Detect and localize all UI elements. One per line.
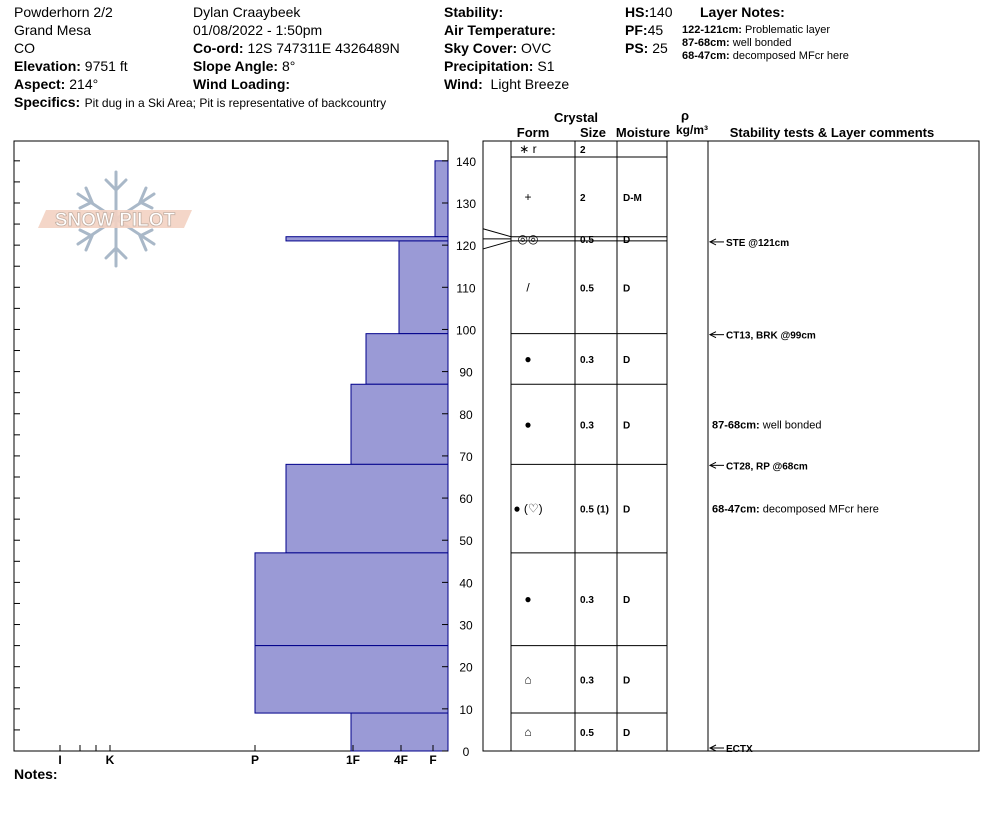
logo-text: SNOW PILOT [54, 210, 176, 231]
form-header: Form [516, 125, 550, 140]
depth-tick-label: 20 [459, 660, 473, 675]
layer-note: 122-121cm: Problematic layer [682, 24, 830, 36]
density-unit-header: kg/m³ [675, 123, 709, 137]
hardness-bar [255, 646, 448, 713]
precip-label: Precipitation: [444, 58, 534, 74]
hardness-bar [286, 464, 448, 553]
crystal-form: ● [524, 417, 532, 432]
hardness-bars [255, 161, 448, 751]
wind-loading-label: Wind Loading: [193, 76, 291, 92]
crystal-size: 0.3 [580, 595, 594, 607]
crystal-form: ∗ r [519, 142, 537, 156]
crystal-size: 0.5 [580, 728, 594, 740]
hs-label: HS: [625, 4, 650, 20]
stability-test-label: CT28, RP @68cm [726, 461, 808, 473]
moisture-value: D [623, 283, 631, 295]
hs-value: 140 [649, 4, 673, 20]
observation-datetime: 01/08/2022 - 1:50pm [193, 22, 323, 38]
depth-tick-label: 90 [459, 365, 473, 380]
crystal-size: 0.3 [580, 675, 594, 687]
depth-tick-label: 130 [455, 196, 477, 211]
depth-tick-label: 100 [455, 323, 477, 338]
crystal-size: 2 [580, 192, 586, 204]
observer-name: Dylan Craaybeek [193, 4, 301, 20]
ps-value: 25 [652, 40, 668, 56]
stability-label: Stability: [444, 4, 504, 20]
notes-label: Notes: [14, 766, 58, 782]
layer-note: 68-47cm: decomposed MFcr here [682, 50, 849, 62]
depth-tick-label: 70 [459, 449, 473, 464]
hardness-bar [366, 334, 448, 385]
depth-tick-label: 80 [459, 407, 473, 422]
stability-tests [710, 238, 879, 755]
precip-value: S1 [537, 58, 555, 74]
hardness-scale-label: I [58, 753, 62, 767]
snowpilot-logo [38, 172, 192, 266]
stability-test-label: CT13, BRK @99cm [726, 330, 816, 342]
crystal-form: + [524, 189, 532, 204]
moisture-value: D [623, 354, 631, 366]
left-ticks [14, 161, 20, 751]
moisture-value: D [623, 675, 631, 687]
crystal-size: 2 [580, 145, 586, 156]
layer-notes-title: Layer Notes: [700, 4, 785, 20]
wind-value: Light Breeze [490, 76, 570, 92]
stability-test-label: ECTX [726, 744, 753, 755]
sky-label: Sky Cover: [444, 40, 518, 56]
coord-value: 12S 747311E 4326489N [247, 40, 400, 56]
moisture-value: D-M [623, 192, 642, 204]
pf-label: PF: [625, 22, 648, 38]
specifics-value: Pit dug in a Ski Area; Pit is representative of backcountry [84, 96, 387, 110]
coord-label: Co-ord: [193, 40, 244, 56]
depth-tick-label: 0 [462, 745, 470, 759]
ps-label: PS: [625, 40, 649, 56]
hardness-scale-label: K [105, 753, 115, 767]
depth-tick-label: 30 [459, 618, 473, 633]
hardness-scale-label: F [429, 753, 437, 767]
crystal-form: ⌂ [524, 672, 532, 687]
moisture-header: Moisture [615, 125, 671, 140]
layer-comment: 87-68cm: well bonded [712, 419, 822, 432]
hardness-bar [351, 384, 448, 464]
rho-header: ρ [680, 108, 690, 123]
hardness-scale-label: 1F [345, 753, 361, 767]
depth-tick-label: 40 [459, 576, 473, 591]
elevation-label: Elevation: [14, 58, 81, 74]
sky-value: OVC [521, 40, 552, 56]
air-temp-label: Air Temperature: [444, 22, 556, 38]
wind-label: Wind: [444, 76, 483, 92]
pit-name: Powderhorn 2/2 [14, 4, 113, 20]
crystal-form: ◎◎ [517, 231, 539, 246]
hardness-bar [255, 553, 448, 646]
layer-note: 87-68cm: well bonded [682, 37, 792, 49]
crystal-size: 0.5 [580, 283, 594, 295]
depth-tick-label: 110 [456, 281, 476, 296]
layer-comment: 68-47cm: decomposed MFcr here [712, 503, 879, 516]
specifics-label: Specifics: [14, 94, 81, 110]
hardness-bar [286, 237, 448, 241]
range-name: Grand Mesa [14, 22, 92, 38]
crystal-form: ● [524, 592, 532, 607]
crystal-size: 0.3 [580, 354, 594, 366]
moisture-value: D [623, 504, 631, 516]
hardness-bar [435, 161, 448, 237]
crystal-size: 0.5 [580, 234, 594, 246]
elevation-value: 9751 ft [84, 58, 128, 74]
moisture-value: D [623, 234, 631, 246]
hardness-scale-label: 4F [393, 753, 409, 767]
crystal-size: 0.5 (1) [580, 504, 609, 516]
hardness-scale-label: P [250, 753, 260, 767]
hardness-bar [399, 241, 448, 334]
crystal-header: Crystal [553, 110, 599, 125]
slope-label: Slope Angle: [193, 58, 279, 74]
aspect-label: Aspect: [14, 76, 66, 92]
moisture-value: D [623, 728, 631, 740]
crystal-size: 0.3 [580, 420, 594, 432]
pf-value: 45 [647, 22, 664, 38]
comments-header: Stability tests & Layer comments [729, 125, 935, 140]
depth-tick-label: 50 [459, 534, 473, 549]
depth-tick-label: 10 [459, 702, 473, 717]
slope-value: 8° [281, 58, 296, 74]
depth-tick-label: 140 [455, 154, 477, 169]
crystal-form: ⌂ [524, 725, 532, 740]
moisture-value: D [623, 595, 631, 607]
state-name: CO [14, 40, 35, 56]
layer-table-frame [483, 141, 979, 751]
aspect-value: 214° [69, 76, 99, 92]
stability-test-label: STE @121cm [726, 237, 790, 249]
crystal-form: ● [524, 351, 532, 366]
crystal-form: / [526, 280, 530, 295]
depth-tick-label: 120 [455, 239, 477, 254]
depth-tick-label: 60 [459, 492, 473, 507]
size-header: Size [579, 125, 607, 140]
moisture-value: D [623, 420, 631, 432]
crystal-form: ● (♡) [513, 501, 543, 516]
